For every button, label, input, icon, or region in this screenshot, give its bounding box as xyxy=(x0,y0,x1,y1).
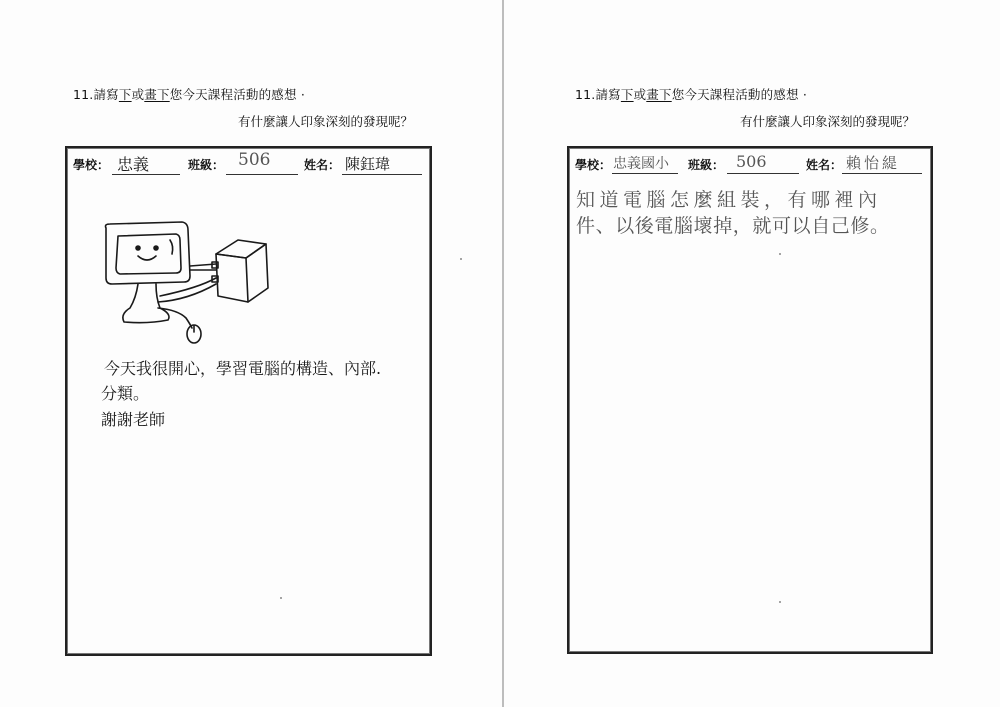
question-underlined-word: 下 xyxy=(118,87,132,102)
question-title-right xyxy=(575,85,807,103)
question-number: 11. xyxy=(575,87,596,102)
page-fold-divider xyxy=(502,0,504,707)
monitor-outer xyxy=(106,222,191,284)
question-dot: · xyxy=(300,87,306,102)
face-smile xyxy=(138,256,156,260)
scan-speck xyxy=(779,253,781,255)
name-line-right xyxy=(842,173,922,174)
name-label-left: 姓名： xyxy=(304,158,341,172)
answer-line-1-left: 今天我很開心，學習電腦的構造、內部. xyxy=(104,359,382,378)
school-label-left: 學校： xyxy=(73,158,110,172)
screen-shine xyxy=(170,240,173,254)
school-line-right xyxy=(612,173,678,174)
class-label-left: 班級： xyxy=(188,158,225,172)
name-value-left: 陳鈺瑋 xyxy=(345,155,391,173)
school-value-left: 忠義 xyxy=(117,155,150,174)
question-number: 11. xyxy=(73,87,94,102)
answer-line-3-left: 謝謝老師 xyxy=(101,410,166,429)
name-line-left xyxy=(342,174,422,175)
school-line-left xyxy=(112,174,180,175)
tower-side xyxy=(246,244,268,302)
question-text-part: 您今天課程活動的感想 xyxy=(169,87,297,102)
class-line-right xyxy=(727,173,799,174)
scan-speck xyxy=(280,597,282,599)
class-label-right: 班級： xyxy=(688,158,725,172)
question-underlined-word: 畫下 xyxy=(144,87,170,102)
class-value-left: 506 xyxy=(238,150,271,170)
school-label-right: 學校： xyxy=(575,158,612,172)
answer-line-2-right: 件、以後電腦壞掉，就可以自己修。 xyxy=(576,215,890,237)
tower-front xyxy=(216,254,248,302)
face-eye-icon xyxy=(154,246,158,250)
question-underlined-word: 下 xyxy=(620,87,634,102)
answer-line-1-right: 知道電腦怎麼組裝，有哪裡內 xyxy=(576,189,882,211)
face-eye-icon xyxy=(136,246,140,250)
question-text-part: 或 xyxy=(633,87,647,102)
question-text-part: 請寫 xyxy=(93,87,119,102)
class-line-left xyxy=(226,174,298,175)
name-label-right: 姓名： xyxy=(806,158,843,172)
question-subtitle-right: 有什麼讓人印象深刻的發現呢？ xyxy=(740,114,916,129)
answer-line-2-left: 分類。 xyxy=(101,384,150,403)
question-text-part: 請寫 xyxy=(595,87,621,102)
scan-speck xyxy=(460,258,462,260)
school-value-right: 忠義國小 xyxy=(613,156,669,172)
question-subtitle-left: 有什麼讓人印象深刻的發現呢？ xyxy=(238,114,414,129)
name-value-right: 賴怡緹 xyxy=(846,154,901,172)
monitor-stand xyxy=(123,284,169,323)
question-text-part: 您今天課程活動的感想 xyxy=(671,87,799,102)
question-text-part: 或 xyxy=(131,87,145,102)
question-dot: · xyxy=(802,87,808,102)
scan-speck xyxy=(779,601,781,603)
computer-drawing xyxy=(98,218,278,348)
question-title-left xyxy=(73,85,305,103)
question-underlined-word: 畫下 xyxy=(646,87,672,102)
class-value-right: 506 xyxy=(736,152,767,171)
